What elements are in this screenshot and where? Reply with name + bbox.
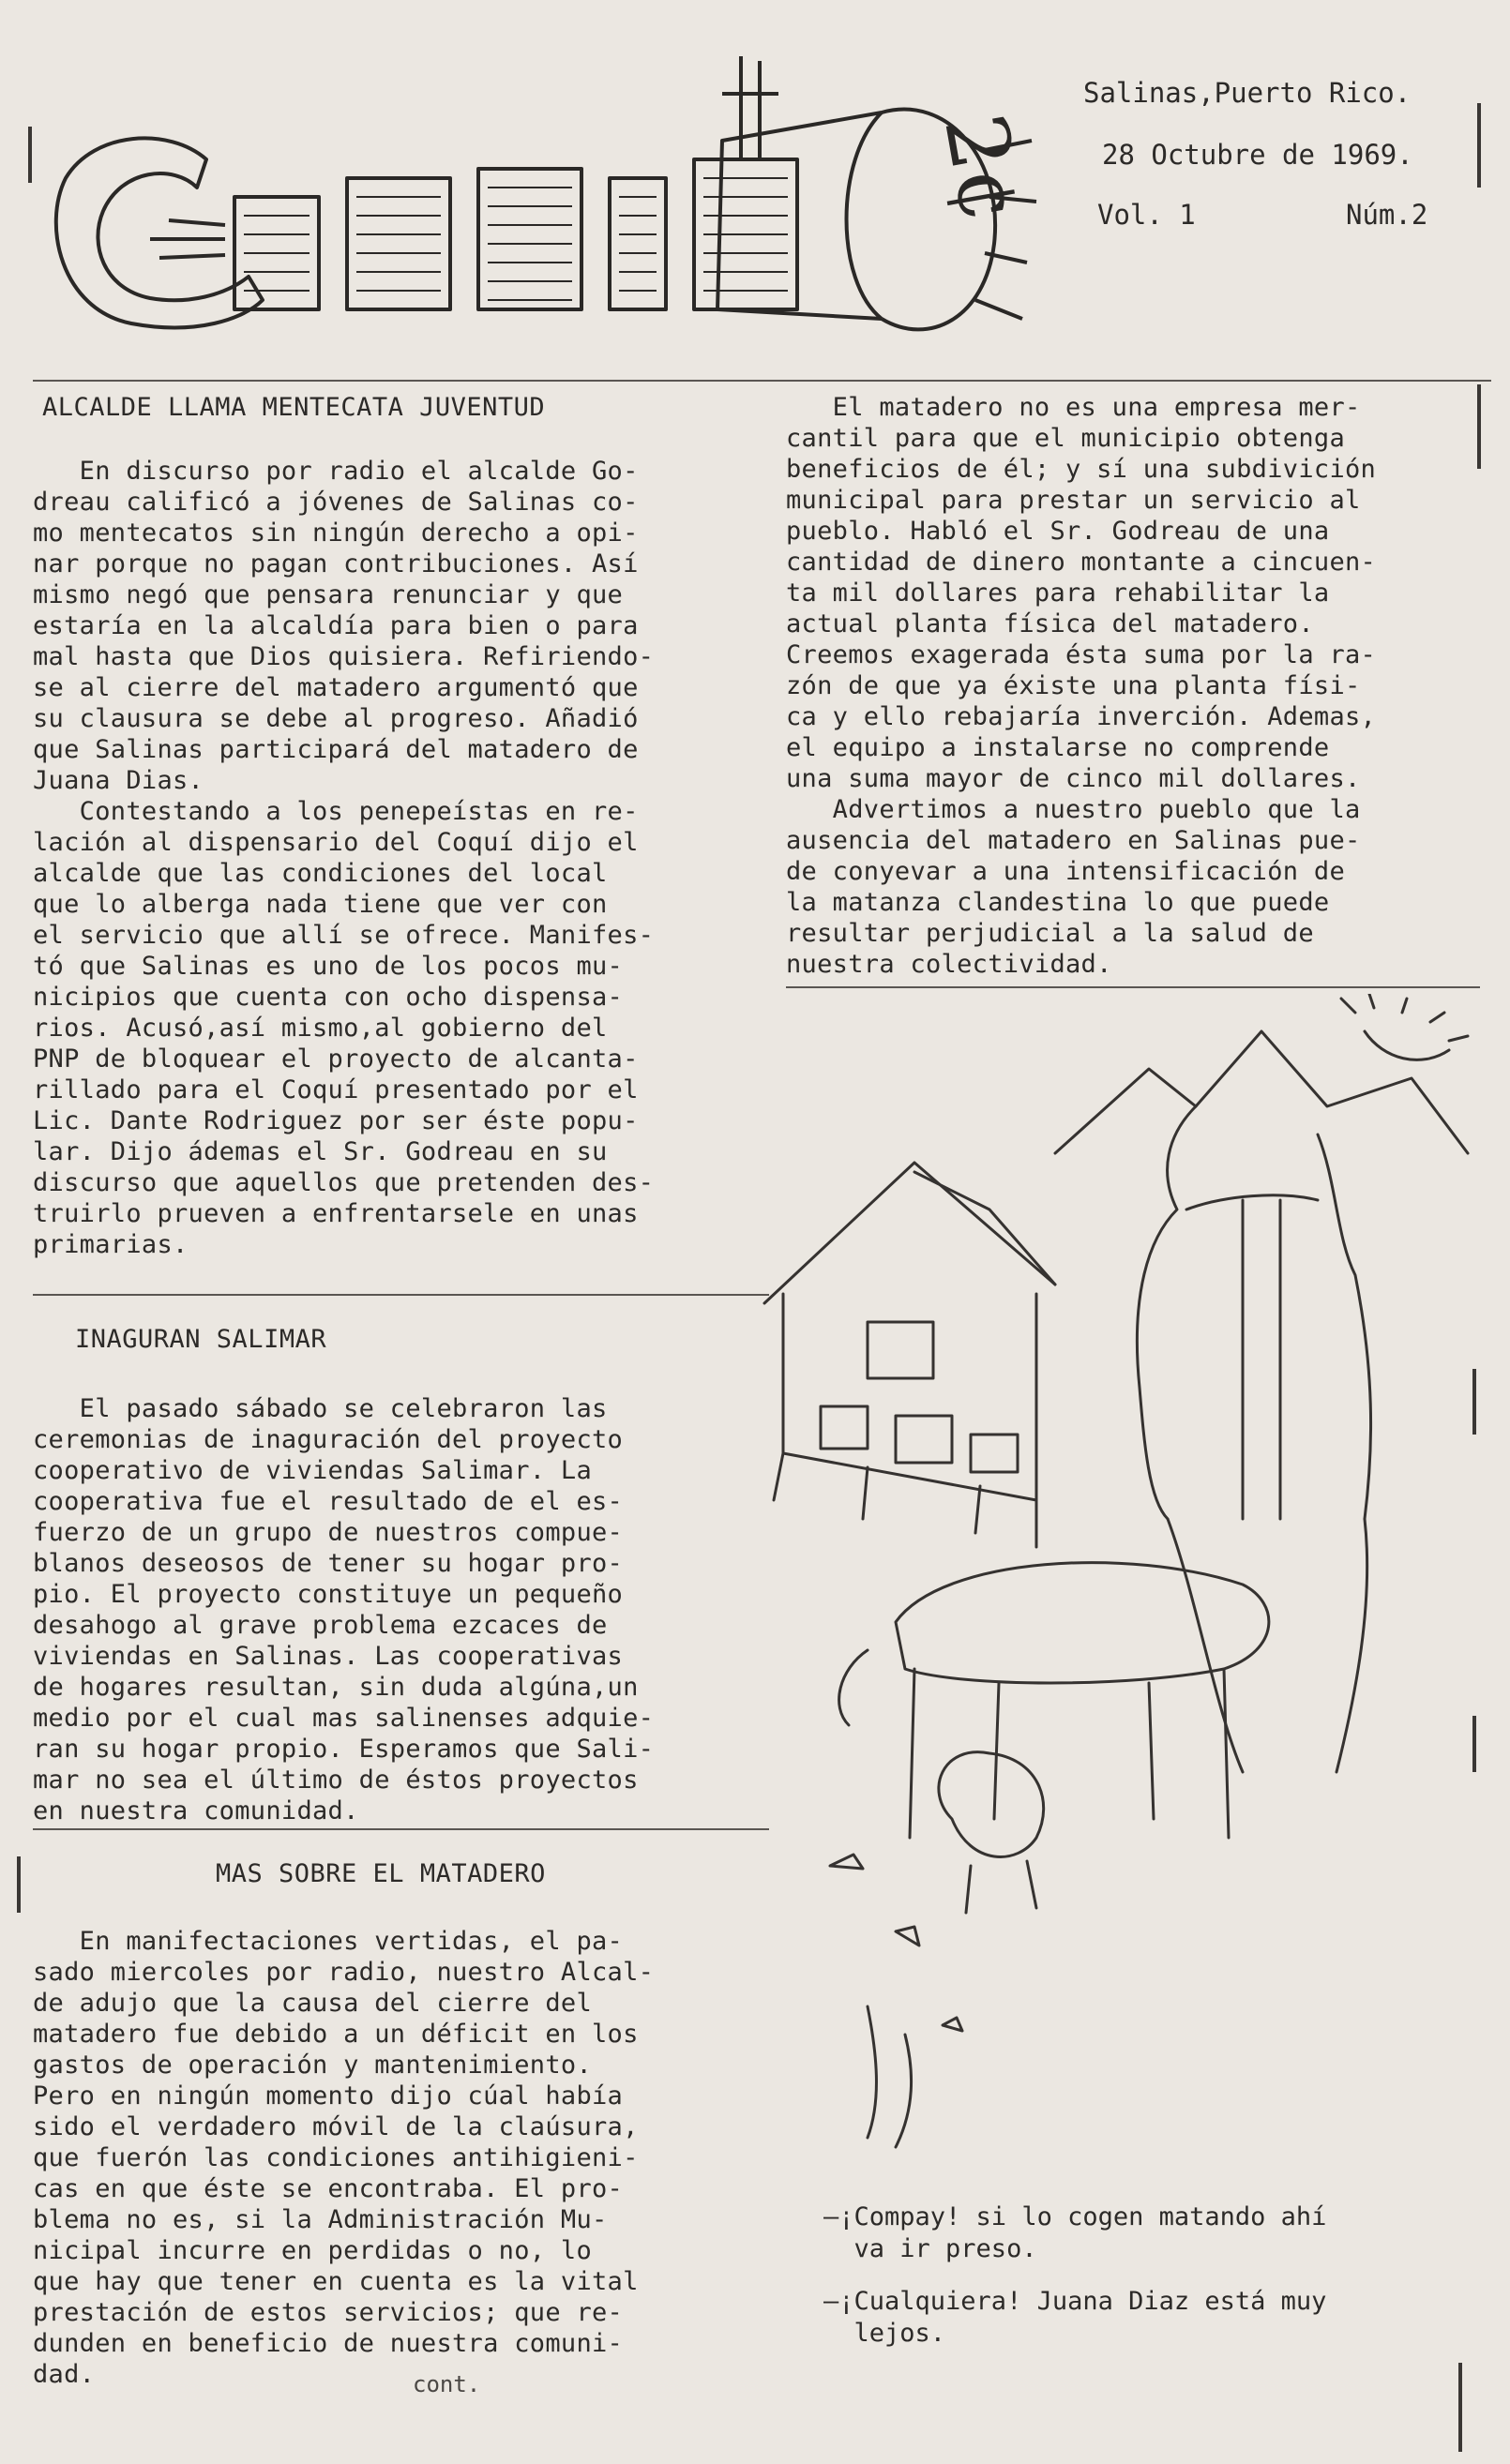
article-salimar: [33, 1324, 774, 1826]
body-line: que Salinas participará del matadero de: [33, 735, 639, 764]
body-line: dunden en beneficio de nuestra comuni-: [33, 2329, 624, 2358]
body-line: pio. El proyecto constituye un pequeño: [33, 1580, 624, 1609]
body-line: el servicio que allí se ofrece. Manifes-: [33, 921, 655, 950]
body-line: dreau calificó a jóvenes de Salinas co-: [33, 488, 639, 517]
body-line: en nuestra comunidad.: [33, 1796, 359, 1825]
body-line: Pero en ningún momento dijo cúal había: [33, 2081, 624, 2111]
body-line: ca y ello rebajaría inverción. Ademas,: [786, 702, 1377, 731]
body-line: gastos de operación y mantenimiento.: [33, 2051, 592, 2080]
body-line: mal hasta que Dios quisiera. Refiriendo-: [33, 642, 655, 671]
cartoon-illustration: [755, 994, 1496, 2194]
body-line: nar porque no pagan contribuciones. Así: [33, 549, 639, 578]
cartoon-caption-line: —¡Compay! si lo cogen matando ahí: [823, 2202, 1327, 2231]
bracket-mark: [17, 1856, 21, 1913]
body-line: cas en que éste se encontraba. El pro-: [33, 2174, 624, 2203]
body-line: medio por el cual mas salinenses adquie-: [33, 1704, 655, 1733]
body-line: lar. Dijo ádemas el Sr. Godreau en su: [33, 1137, 608, 1166]
body-line: cantil para que el municipio obtenga: [786, 424, 1345, 453]
body-line: mismo negó que pensara renunciar y que: [33, 580, 624, 609]
body-line: ceremonias de inaguración del proyecto: [33, 1425, 624, 1454]
body-line: el equipo a instalarse no comprende: [786, 733, 1330, 762]
cartoon-caption-line: lejos.: [823, 2319, 946, 2348]
body-line: su clausura se debe al progreso. Añadió: [33, 704, 639, 733]
body-line: Creemos exagerada ésta suma por la ra-: [786, 640, 1377, 669]
body-line: pueblo. Habló el Sr. Godreau de una: [786, 517, 1330, 546]
body-line: rios. Acusó,así mismo,al gobierno del: [33, 1014, 608, 1043]
continued-label: cont.: [413, 2371, 481, 2397]
body-line: resultar perjudicial a la salud de: [786, 919, 1314, 948]
cartoon-caption-line: —¡Cualquiera! Juana Diaz está muy: [823, 2287, 1327, 2316]
body-line: nicipios que cuenta con ocho dispensa-: [33, 983, 624, 1012]
body-line: ran su hogar propio. Esperamos que Sali-: [33, 1735, 655, 1764]
body-line: discurso que aquellos que pretenden des-: [33, 1168, 655, 1197]
body-line: nicipal incurre en perdidas o no, lo: [33, 2236, 592, 2265]
body-line: truirlo prueven a enfrentarsele en unas: [33, 1199, 639, 1228]
bracket-mark: [1477, 103, 1481, 188]
price-label: 2¢: [925, 107, 1041, 231]
section-rule: [33, 1294, 769, 1296]
body-line: la matanza clandestina lo que puede: [786, 888, 1330, 917]
body-line: viviendas en Salinas. Las cooperativas: [33, 1642, 624, 1671]
article-body: [786, 392, 1480, 980]
body-line: desahogo al grave problema ezcaces de: [33, 1611, 608, 1640]
body-line: cantidad de dinero montante a cincuen-: [786, 548, 1377, 577]
body-line: El matadero no es una empresa mer-: [786, 393, 1361, 422]
body-line: ta mil dollares para rehabilitar la: [786, 578, 1330, 608]
body-line: beneficios de él; y sí una subdivición: [786, 455, 1377, 484]
body-line: mar no sea el último de éstos proyectos: [33, 1765, 639, 1795]
body-line: de conyevar a una intensificación de: [786, 857, 1345, 886]
body-line: mo mentecatos sin ningún derecho a opi-: [33, 518, 639, 548]
article-body: [33, 1926, 774, 2390]
body-line: Lic. Dante Rodriguez por ser éste popu-: [33, 1106, 639, 1135]
body-line: una suma mayor de cinco mil dollares.: [786, 764, 1361, 793]
article-headline: INAGURAN SALIMAR: [75, 1325, 327, 1354]
body-line: sido el verdadero móvil de la claúsura,: [33, 2112, 639, 2141]
body-line: rillado para el Coquí presentado por el: [33, 1075, 639, 1104]
body-line: prestación de estos servicios; que re-: [33, 2298, 624, 2327]
section-rule: [786, 986, 1480, 988]
article-body: [33, 456, 774, 1260]
body-line: se al cierre del matadero argumentó que: [33, 673, 639, 702]
cartoon-caption-line: va ir preso.: [823, 2234, 1037, 2263]
body-line: actual planta física del matadero.: [786, 609, 1314, 639]
body-line: estaría en la alcaldía para bien o para: [33, 611, 639, 640]
body-line: que lo alberga nada tiene que ver con: [33, 890, 608, 919]
article-headline: MAS SOBRE EL MATADERO: [216, 1859, 546, 1888]
article-body: [33, 1393, 774, 1826]
body-line: Juana Dias.: [33, 766, 204, 795]
body-line: tó que Salinas es uno de los pocos mu-: [33, 952, 624, 981]
body-line: El pasado sábado se celebraron las: [33, 1394, 608, 1423]
bracket-mark: [1458, 2363, 1462, 2452]
body-line: matadero fue debido a un déficit en los: [33, 2020, 639, 2049]
section-rule: [33, 1828, 769, 1830]
body-line: blema no es, si la Administración Mu-: [33, 2205, 608, 2234]
body-line: Contestando a los penepeístas en re-: [33, 797, 639, 826]
body-line: alcalde que las condiciones del local: [33, 859, 608, 888]
body-line: Advertimos a nuestro pueblo que la: [786, 795, 1361, 824]
body-line: dad.: [33, 2360, 96, 2389]
body-line: fuerzo de un grupo de nuestros compue-: [33, 1518, 624, 1547]
bracket-mark: [1477, 384, 1481, 469]
article-alcalde: [33, 392, 774, 1260]
body-line: nuestra colectividad.: [786, 950, 1112, 979]
body-line: de hogares resultan, sin duda algúna,un: [33, 1673, 639, 1702]
body-line: cooperativa fue el resultado de el es-: [33, 1487, 624, 1516]
body-line: que fuerón las condiciones antihigieni-: [33, 2143, 639, 2172]
body-line: blanos deseosos de tener su hogar pro-: [33, 1549, 624, 1578]
body-line: En discurso por radio el alcalde Go-: [33, 457, 639, 486]
article-matadero-right: [786, 392, 1480, 980]
clarin-logo: [9, 38, 1041, 356]
article-headline: ALCALDE LLAMA MENTECATA JUVENTUD: [42, 393, 546, 422]
body-line: que hay que tener en cuenta es la vital: [33, 2267, 639, 2296]
body-line: En manifectaciones vertidas, el pa-: [33, 1927, 624, 1956]
bracket-mark: [28, 127, 32, 183]
body-line: sado miercoles por radio, nuestro Alcal-: [33, 1958, 655, 1987]
issue-number: Núm.2: [1346, 199, 1428, 231]
body-line: PNP de bloquear el proyecto de alcanta-: [33, 1044, 639, 1074]
body-line: lación al dispensario del Coquí dijo el: [33, 828, 639, 857]
body-line: de adujo que la causa del cierre del: [33, 1989, 592, 2018]
masthead-rule: [33, 380, 1491, 382]
date-label: 28 Octubre de 1969.: [1102, 139, 1413, 171]
place-label: Salinas,Puerto Rico.: [1083, 77, 1412, 109]
volume-label: Vol. 1: [1097, 199, 1196, 231]
body-line: primarias.: [33, 1230, 189, 1259]
body-line: zón de que ya éxiste una planta físi-: [786, 671, 1361, 700]
body-line: municipal para prestar un servicio al: [786, 486, 1361, 515]
article-matadero: [33, 1858, 774, 2390]
body-line: ausencia del matadero en Salinas pue-: [786, 826, 1361, 855]
body-line: cooperativo de viviendas Salimar. La: [33, 1456, 592, 1485]
